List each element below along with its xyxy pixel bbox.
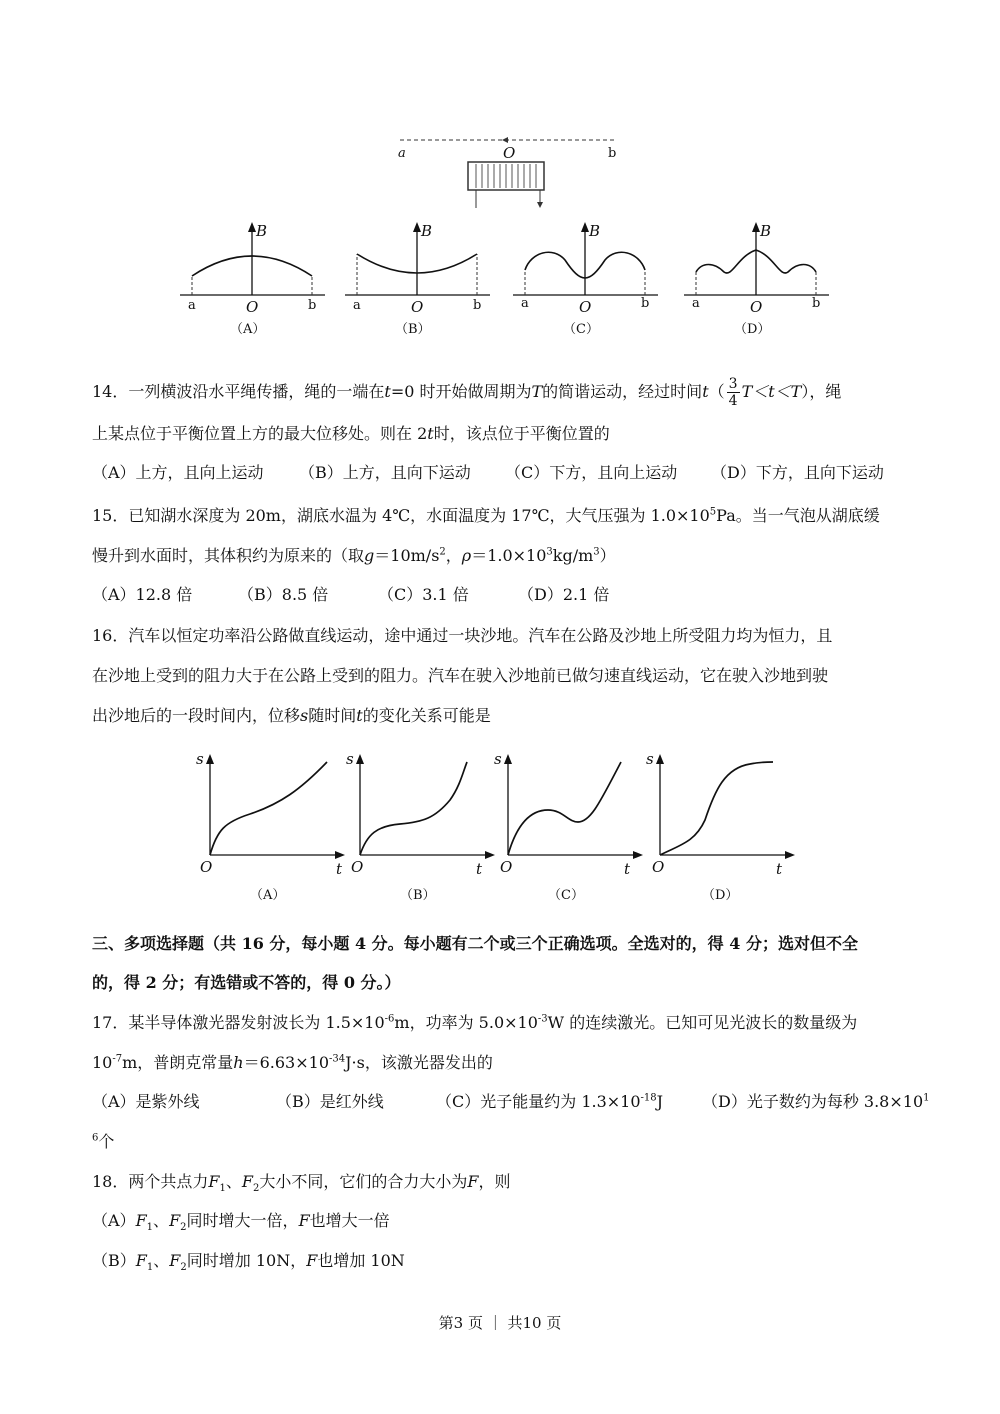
b-graph-d bbox=[684, 220, 834, 300]
graph-c-label-b: b bbox=[641, 296, 650, 311]
st-b-y: s bbox=[346, 750, 354, 768]
q14-line2: 上某点位于平衡位置上方的最大位移处。则在 2t时，该点位于平衡位置的 bbox=[92, 424, 610, 443]
graph-c-tag: （C） bbox=[563, 322, 599, 337]
st-a-x: t bbox=[336, 860, 343, 878]
st-c-x: t bbox=[624, 860, 631, 878]
graph-c-label-o: O bbox=[579, 298, 592, 316]
q18-option-b[interactable]: $(B)F_1$、$F_2$同时增加 10N，F也增加 10N bbox=[92, 1251, 405, 1274]
graph-c-axis: B bbox=[589, 222, 601, 240]
coil-figure bbox=[390, 130, 630, 215]
q16-line1: 16．汽车以恒定功率沿公路做直线运动，途中通过一块沙地。汽车在公路及沙地上所受阻力均为恒力，且 bbox=[92, 626, 833, 645]
graph-a-label-a: a bbox=[188, 298, 196, 313]
q15-line1: 15．已知湖水深度为 20m，湖底水温为 4℃，水面温度为 17℃，大气压强为 $1.0\times 10^5Pa$。当一气泡从湖底缓 bbox=[92, 506, 880, 525]
graph-a-label-o: O bbox=[246, 298, 259, 316]
st-c-o: O bbox=[500, 858, 513, 876]
st-c-tag: （C） bbox=[548, 888, 584, 903]
st-a-y: s bbox=[196, 750, 204, 768]
q18-line1: 18．两个共点力$F_1$、$F_2$大小不同，它们的合力大小为F，则 bbox=[92, 1172, 511, 1195]
graph-a-tag: （A） bbox=[230, 322, 266, 337]
graph-b-axis: B bbox=[421, 222, 433, 240]
q17-line4: $^6$个 bbox=[92, 1132, 115, 1151]
st-a-o: O bbox=[200, 858, 213, 876]
st-d-o: O bbox=[652, 858, 665, 876]
st-a-tag: （A） bbox=[250, 888, 286, 903]
graph-b-label-o: O bbox=[411, 298, 424, 316]
q17-option-d[interactable]: （D）光子数约为每秒 $3.8\times 10^1$ bbox=[702, 1092, 930, 1111]
graph-a-axis: B bbox=[256, 222, 268, 240]
q14-line1: 14．一列横波沿水平绳传播，绳的一端在t=0 时开始做周期为T的简谐运动，经过时间t（ $\frac{3}{4}$ T＜t＜T），绳 bbox=[92, 376, 842, 409]
q17-option-a[interactable]: （A）是紫外线 bbox=[92, 1092, 200, 1111]
q16-line3: 出沙地后的一段时间内，位移s随时间t的变化关系可能是 bbox=[92, 706, 491, 725]
st-b-o: O bbox=[351, 858, 364, 876]
coil-label-o: O bbox=[503, 144, 516, 162]
graph-b-label-a: a bbox=[353, 298, 361, 313]
section3-heading-line2: 的，得 2 分；有选错或不答的，得 0 分。） bbox=[92, 973, 401, 992]
st-graph-c bbox=[503, 750, 643, 860]
section3-heading-line1: 三、多项选择题（共 16 分，每小题 4 分。每小题有二个或三个正确选项。全选对的，得 4 分；选对但不全 bbox=[92, 934, 858, 953]
q15-options bbox=[92, 584, 609, 606]
q17-option-b[interactable]: （B）是红外线 bbox=[276, 1092, 384, 1111]
st-graph-b bbox=[355, 750, 495, 860]
st-b-tag: （B） bbox=[400, 888, 436, 903]
graph-d-axis: B bbox=[760, 222, 772, 240]
q15-option-d[interactable]: （D）2.1 倍 bbox=[518, 585, 610, 604]
q16-line2: 在沙地上受到的阻力大于在公路上受到的阻力。汽车在驶入沙地前已做匀速直线运动，它在驶入沙地到驶 bbox=[92, 666, 829, 685]
q15-option-c[interactable]: （C）3.1 倍 bbox=[378, 585, 469, 604]
st-d-x: t bbox=[776, 860, 783, 878]
q14-option-a[interactable]: （A）上方，且向上运动 bbox=[92, 463, 264, 482]
graph-b-label-b: b bbox=[473, 298, 482, 313]
q17-option-c[interactable]: （C）光子能量约为 $1.3\times 10^{-18}J$ bbox=[436, 1092, 664, 1111]
b-graph-c bbox=[513, 220, 663, 300]
graph-c-label-a: a bbox=[521, 296, 529, 311]
graph-d-tag: （D） bbox=[734, 322, 771, 337]
graph-a-label-b: b bbox=[308, 298, 317, 313]
q18-option-a[interactable]: $(A)F_1$、$F_2$同时增大一倍，F也增大一倍 bbox=[92, 1211, 390, 1234]
q17-line2: $10^{-7}m$，普朗克常量$h=6.63\times 10^{-34}J\cdot s$，该激光器发出的 bbox=[92, 1053, 493, 1072]
q17-options bbox=[92, 1091, 930, 1113]
st-b-x: t bbox=[476, 860, 483, 878]
q14-options bbox=[92, 462, 884, 484]
q14-option-b[interactable]: （B）上方，且向下运动 bbox=[299, 463, 471, 482]
graph-d-label-a: a bbox=[692, 296, 700, 311]
fraction: $\frac{3}{4}$ bbox=[728, 376, 738, 409]
graph-d-label-o: O bbox=[750, 298, 763, 316]
graph-b-tag: （B） bbox=[395, 322, 431, 337]
page-footer: 第3 页 ｜ 共10 页 bbox=[438, 1314, 562, 1332]
b-graph-a bbox=[180, 220, 330, 300]
q15-option-b[interactable]: （B）8.5 倍 bbox=[238, 585, 329, 604]
st-graph-d bbox=[655, 750, 795, 860]
q15-line2: 慢升到水面时，其体积约为原来的（取$g=10m/s^2$，$\rho=1.0\times 10^3kg/m^3$） bbox=[92, 546, 616, 565]
graph-d-label-b: b bbox=[812, 296, 821, 311]
st-c-y: s bbox=[494, 750, 502, 768]
coil-label-b: b bbox=[608, 146, 617, 161]
q15-option-a[interactable]: （A）12.8 倍 bbox=[92, 585, 193, 604]
b-graph-b bbox=[345, 220, 495, 300]
st-graph-a bbox=[205, 750, 345, 860]
st-d-tag: （D） bbox=[702, 888, 739, 903]
st-d-y: s bbox=[646, 750, 654, 768]
q14-option-c[interactable]: （C）下方，且向上运动 bbox=[505, 463, 678, 482]
coil-label-a: a bbox=[398, 146, 406, 161]
q14-option-d[interactable]: （D）下方，且向下运动 bbox=[711, 463, 884, 482]
q17-line1: 17．某半导体激光器发射波长为 $1.5\times 10^{-6}m$，功率为 $5.0\times 10^{-3}W$ 的连续激光。已知可见光波长的数量级为 bbox=[92, 1013, 858, 1032]
